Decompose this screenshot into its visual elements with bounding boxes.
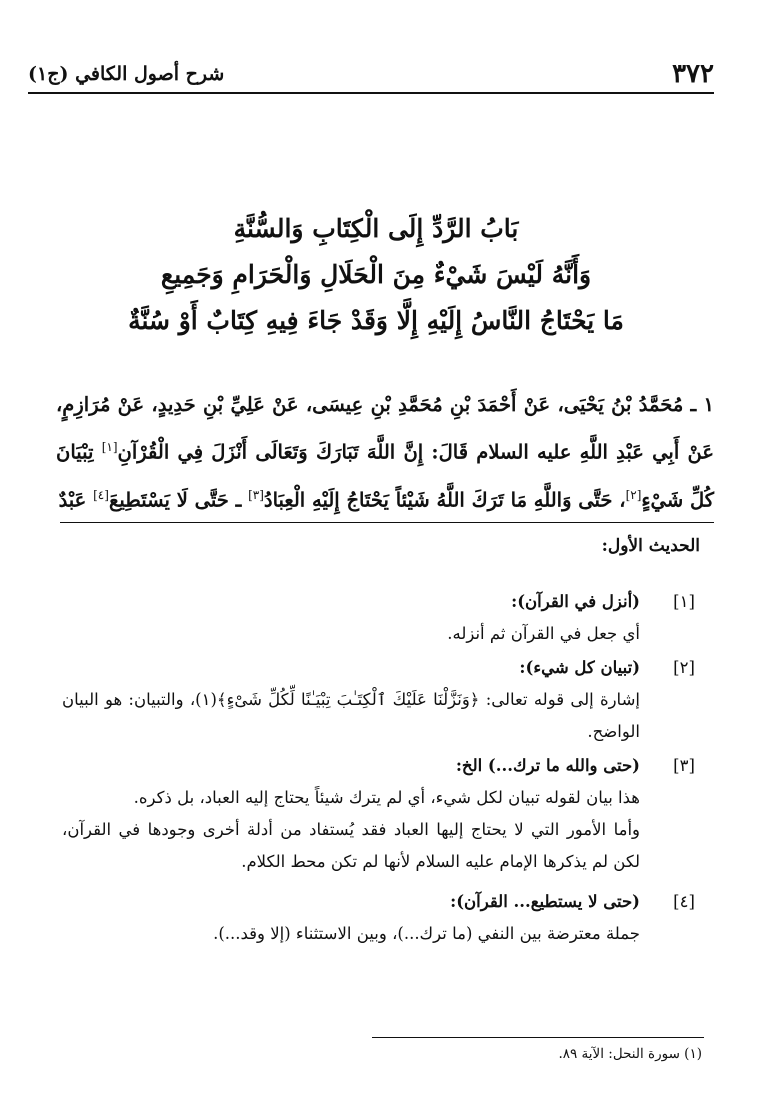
section-divider (60, 522, 714, 523)
note-ref: [١] (101, 440, 118, 454)
book-title: شرح أصول الكافي (ج١) (28, 63, 225, 85)
commentary-heading: الحديث الأول: (601, 536, 700, 556)
note-ref: [٢] (625, 487, 642, 502)
commentary-note (62, 750, 704, 878)
note-body (62, 684, 640, 748)
hadith-segment: عَبْدٌ (58, 488, 94, 511)
note-body (62, 918, 640, 950)
note-term: (أنزل في القرآن): (511, 592, 640, 611)
chapter-title-line: مَا يَحْتَاجُ النَّاسُ إِلَيْهِ إِلَّا وَقَدْ جَاءَ فِيهِ كِتَابٌ أَوْ سُنَّةٌ (128, 306, 624, 335)
note-ref: [٤] (93, 487, 109, 502)
note-number: [٢] (673, 658, 695, 677)
note-number: [١] (673, 592, 695, 611)
note-number: [٤] (673, 892, 695, 911)
commentary-notes (62, 586, 704, 952)
note-number: [٣] (673, 756, 695, 775)
commentary-note (62, 586, 704, 650)
note-body (62, 782, 640, 878)
commentary-note (62, 886, 704, 950)
chapter-title (80, 206, 672, 344)
hadith-segment: تِبْيَانَ كُلِّ شَيْءٍ (56, 440, 714, 511)
note-term: (حتى لا يستطيع... القرآن): (450, 892, 640, 911)
footnote: (١) سورة النحل: الآية ٨٩. (558, 1046, 702, 1062)
note-term: (حتى والله ما ترك...) الخ: (455, 756, 640, 775)
note-line: جملة معترضة بين النفي (ما ترك...)، وبين الاستثناء (إلا وقد...). (213, 924, 640, 943)
note-term: (تبيان كل شيء): (519, 658, 640, 677)
hadith-segment: ـ حَتَّى لَا يَسْتَطِيعَ (108, 488, 249, 511)
note-body (62, 618, 640, 650)
chapter-title-line: وَأَنَّهُ لَيْسَ شَيْءٌ مِنَ الْحَلَالِ وَالْحَرَامِ وَجَمِيعِ (160, 260, 592, 289)
page-number: ٣٧٢ (672, 59, 714, 89)
commentary-note (62, 652, 704, 748)
note-line: إشارة إلى قوله تعالى: ﴿وَنَزَّلْنَا عَلَيْكَ ٱلْكِتَـٰبَ تِبْيَـٰنًا لِّكُلِّ شَىْءٍ﴾(١)، والتبيان: هو البيان الواضح. (62, 690, 640, 741)
note-line: هذا بيان لقوله تبيان لكل شيء، أي لم يترك شيئاً يحتاج إليه العباد، بل ذكره. (133, 788, 640, 807)
hadith-text (56, 384, 714, 521)
hadith-segment: ، حَتَّى وَاللَّهِ مَا تَرَكَ اللَّهُ شَيْئاً يَحْتَاجُ إِلَيْهِ الْعِبَادُ (263, 488, 626, 511)
footnote-rule (372, 1037, 704, 1038)
note-line: أي جعل في القرآن ثم أنزله. (447, 624, 640, 643)
note-line: وأما الأمور التي لا يحتاج إليها العباد فقد يُستفاد من أدلة أخرى وجودها في القرآن، لكن لم يذكرها الإمام عليه السلام لأنها لم تكن محط الكلام. (62, 820, 640, 871)
chapter-title-line: بَابُ الرَّدِّ إِلَى الْكِتَابِ وَالسُّنَّةِ (233, 214, 519, 243)
running-header (28, 56, 714, 94)
hadith-segment: ١ ـ مُحَمَّدُ بْنُ يَحْيَى، عَنْ أَحْمَدَ بْنِ مُحَمَّدِ بْنِ عِيسَى، عَنْ عَلِيِّ بْنِ حَدِيدٍ، عَنْ مُرَازِمٍ، عَنْ أَبِي عَبْدِ اللَّهِ عليه السلام قَالَ: إِنَّ اللَّهَ تَبَارَكَ وَتَعَالَى أَنْزَلَ فِي الْقُرْآنِ (56, 393, 714, 464)
note-ref: [٣] (248, 487, 264, 502)
